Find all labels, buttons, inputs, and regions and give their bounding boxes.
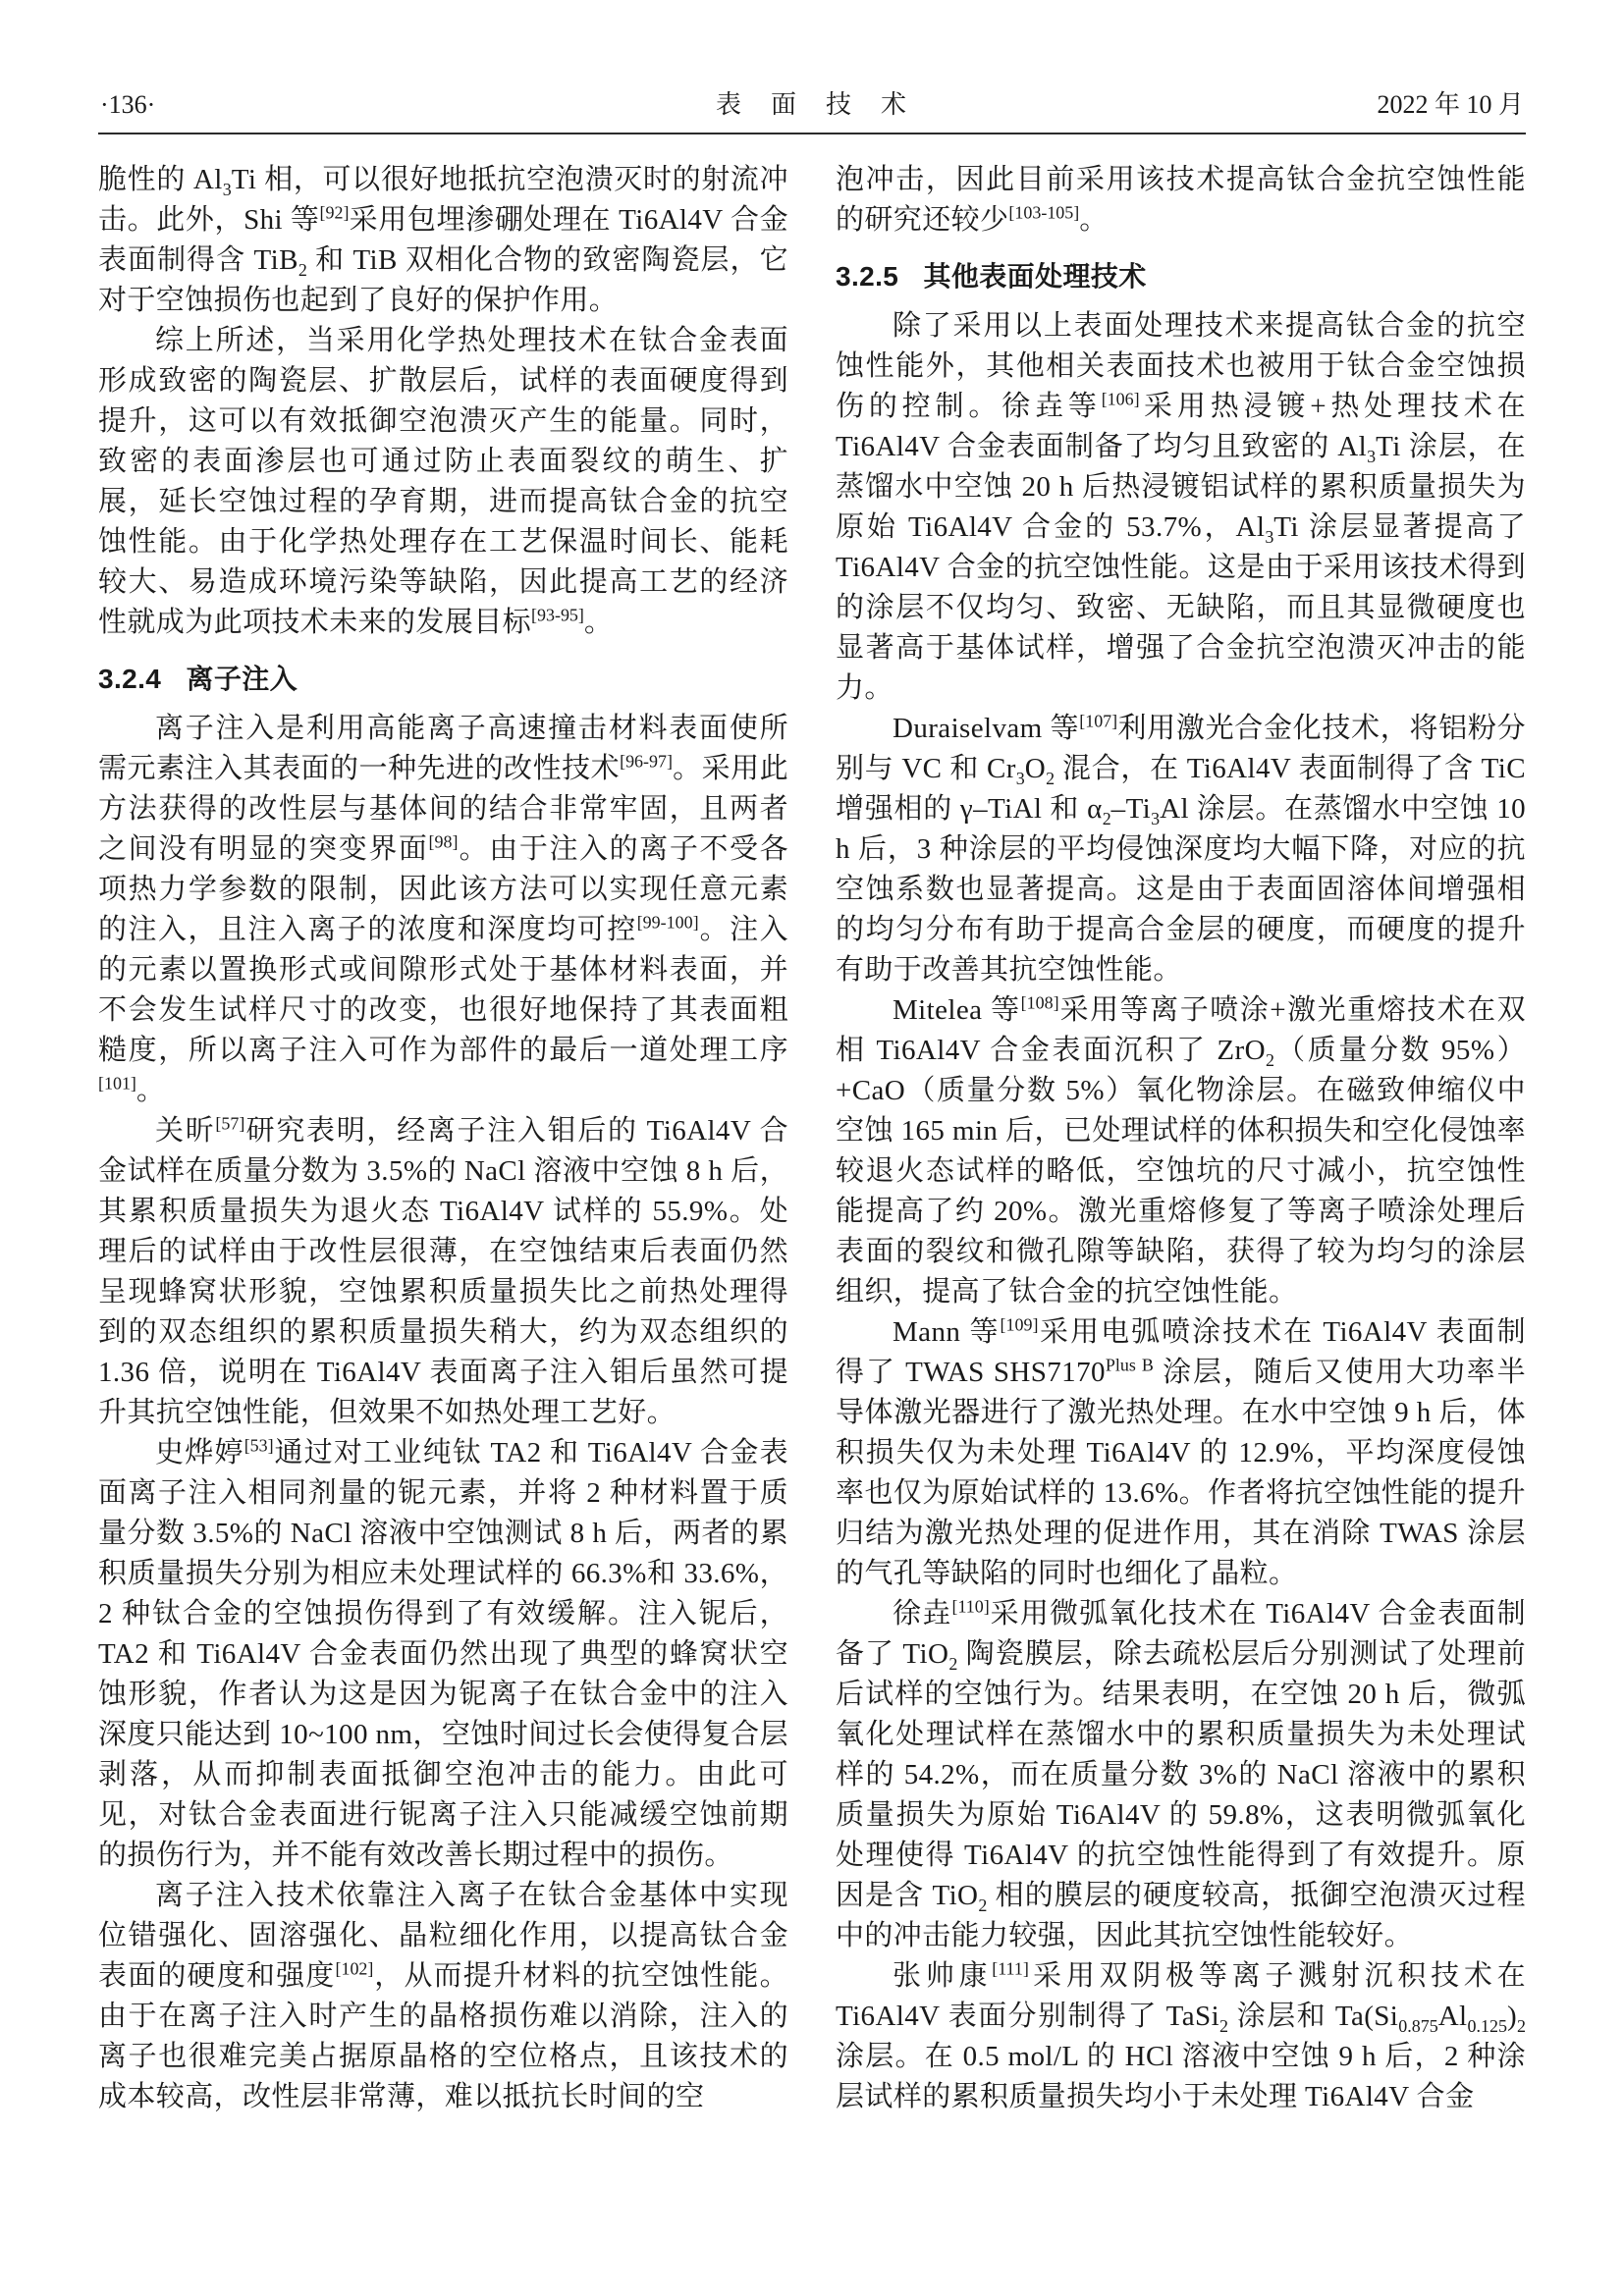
right-column xyxy=(836,160,1526,2117)
paragraph: 除了采用以上表面处理技术来提高钛合金的抗空蚀性能外，其他相关表面技术也被用于钛合金空蚀损伤的控制。徐垚等[106]采用热浸镀+热处理技术在 Ti6Al4V 合金表面制备了均匀且致密的 $Al_3Ti$ 涂层，在蒸馏水中空蚀 20 h 后热浸镀铝试样的累积质量损失为原始 Ti6Al4V 合金的 53.7%，$Al_3Ti$ 涂层显著提高了 Ti6Al4V 合金的抗空蚀性能。这是由于采用该技术得到的涂层不仅均匀、致密、无缺陷，而且其显微硬度也显著高于基体试样，增强了合金抗空泡溃灭冲击的能力。 xyxy=(836,310,1527,704)
section-title: 其他表面处理技术 xyxy=(923,261,1147,292)
section-title: 离子注入 xyxy=(186,664,298,694)
paragraph: 离子注入技术依靠注入离子在钛合金基体中实现位错强化、固溶强化、晶粒细化作用，以提高钛合金表面的硬度和强度[102]，从而提升材料的抗空蚀性能。由于在离子注入时产生的晶格损伤难以消除，注入的离子也很难完美占据原晶格的空位格点，且该技术的成本较高，改性层非常薄，难以抵抗长时间的空 xyxy=(98,1880,788,2112)
paragraph: Duraiselvam 等[107]利用激光合金化技术，将铝粉分别与 VC 和 $Cr_3O_2$ 混合，在 Ti6Al4V 表面制得了含 TiC 增强相的 γ–TiAl 和 $\alpha_2-Ti_3Al$ 涂层。在蒸馏水中空蚀 10 h 后，3 种涂层的平均侵蚀深度均大幅下降，对应的抗空蚀系数也显著提高。这是由于表面固溶体间增强相的均匀分布有助于提高合金层的硬度，而硬度的提升有助于改善其抗空蚀性能。 xyxy=(836,711,1527,986)
issue-date: 2022 年 10 月 xyxy=(1377,90,1525,119)
section-heading xyxy=(836,256,1526,296)
page-number: ·136· xyxy=(100,90,156,119)
left-column xyxy=(98,160,788,2117)
paragraph: 综上所述，当采用化学热处理技术在钛合金表面形成致密的陶瓷层、扩散层后，试样的表面硬度得到提升，这可以有效抵御空泡溃灭产生的能量。同时，致密的表面渗层也可通过防止表面裂纹的萌生、扩展，延长空蚀过程的孕育期，进而提高钛合金的抗空蚀性能。由于化学热处理存在工艺保温时间长、能耗较大、易造成环境污染等缺陷，因此提高工艺的经济性就成为此项技术未来的发展目标[93-95]。 xyxy=(98,325,788,638)
section-heading xyxy=(98,659,788,699)
section-number: 3.2.4 xyxy=(98,664,162,694)
paragraph: Mitelea 等[108]采用等离子喷涂+激光重熔技术在双相 Ti6Al4V 合金表面沉积了 ZrO$_2$（质量分数 95%）+CaO（质量分数 5%）氧化物涂层。在磁致伸缩仪中空蚀 165 min 后，已处理试样的体积损失和空化侵蚀率较退火态试样的略低，空蚀坑的尺寸减小，抗空蚀性能提高了约 20%。激光重熔修复了等离子喷涂处理后表面的裂纹和微孔隙等缺陷，获得了较为均匀的涂层组织，提高了钛合金的抗空蚀性能。 xyxy=(836,992,1526,1308)
paragraph: 泡冲击，因此目前采用该技术提高钛合金抗空蚀性能的研究还较少[103-105]。 xyxy=(836,164,1526,236)
article-content xyxy=(98,160,1526,2117)
header-divider xyxy=(98,133,1526,134)
paragraph: 张帅康[111]采用双阴极等离子溅射沉积技术在 Ti6Al4V 表面分别制得了 TaSi$_2$ 涂层和 $Ta(Si_{0.875}Al_{0.125})_2$ 涂层。在 0.5 mol/L 的 HCl 溶液中空蚀 9 h 后，2 种涂层试样的累积质量损失均小于未处理 Ti6Al4V 合金 xyxy=(836,1958,1526,2112)
paragraph: Mann 等[109]采用电弧喷涂技术在 Ti6Al4V 表面制得了 TWAS $SHS7170^{Plus B}$ 涂层，随后又使用大功率半导体激光器进行了激光热处理。在水中空蚀 9 h 后，体积损失仅为未处理 Ti6Al4V 的 12.9%，平均深度侵蚀率也仅为原始试样的 13.6%。作者将抗空蚀性能的提升归结为激光热处理的促进作用，其在消除 TWAS 涂层的气孔等缺陷的同时也细化了晶粒。 xyxy=(836,1314,1527,1589)
journal-title: 表 面 技 术 xyxy=(716,90,909,119)
paragraph: 离子注入是利用高能离子高速撞击材料表面使所需元素注入其表面的一种先进的改性技术[96-97]。采用此方法获得的改性层与基体间的结合非常牢固，且两者之间没有明显的突变界面[98]。由于注入的离子不受各项热力学参数的限制，因此该方法可以实现任意元素的注入，且注入离子的浓度和深度均可控[99-100]。注入的元素以置换形式或间隙形式处于基体材料表面，并不会发生试样尺寸的改变，也很好地保持了其表面粗糙度，所以离子注入可作为部件的最后一道处理工序[101]。 xyxy=(98,713,789,1106)
paragraph: 脆性的 $Al_3Ti$ 相，可以很好地抵抗空泡溃灭时的射流冲击。此外，Shi 等[92]采用包埋渗硼处理在 Ti6Al4V 合金表面制得含 TiB$_2$ 和 TiB 双相化合物的致密陶瓷层，它对于空蚀损伤也起到了良好的保护作用。 xyxy=(98,164,789,316)
paragraph: 徐垚[110]采用微弧氧化技术在 Ti6Al4V 合金表面制备了 TiO$_2$ 陶瓷膜层，除去疏松层后分别测试了处理前后试样的空蚀行为。结果表明，在空蚀 20 h 后，微弧氧化处理试样在蒸馏水中的累积质量损失为未处理试样的 54.2%，而在质量分数 3%的 NaCl 溶液中的累积质量损失为原始 Ti6Al4V 的 59.8%，这表明微弧氧化处理使得 Ti6Al4V 的抗空蚀性能得到了有效提升。原因是含 TiO$_2$ 相的膜层的硬度较高，抵御空泡溃灭过程中的冲击能力较强，因此其抗空蚀性能较好。 xyxy=(836,1596,1526,1951)
paragraph: 关昕[57]研究表明，经离子注入钼后的 Ti6Al4V 合金试样在质量分数为 3.5%的 NaCl 溶液中空蚀 8 h 后，其累积质量损失为退火态 Ti6Al4V 试样的 55.9%。处理后的试样由于改性层很薄，在空蚀结束后表面仍然呈现蜂窝状形貌，空蚀累积质量损失比之前热处理得到的双态组织的累积质量损失稍大，约为双态组织的 1.36 倍，说明在 Ti6Al4V 表面离子注入钼后虽然可提升其抗空蚀性能，但效果不如热处理工艺好。 xyxy=(98,1113,788,1428)
paragraph: 史烨婷[53]通过对工业纯钛 TA2 和 Ti6Al4V 合金表面离子注入相同剂量的铌元素，并将 2 种材料置于质量分数 3.5%的 NaCl 溶液中空蚀测试 8 h 后，两者的累积质量损失分别为相应未处理试样的 66.3%和 33.6%，2 种钛合金的空蚀损伤得到了有效缓解。注入铌后，TA2 和 Ti6Al4V 合金表面仍然出现了典型的蜂窝状空蚀形貌，作者认为这是因为铌离子在钛合金中的注入深度只能达到 10~100 nm，空蚀时间过长会使得复合层剥落，从而抑制表面抵御空泡冲击的能力。由此可见，对钛合金表面进行铌离子注入只能减缓空蚀前期的损伤行为，并不能有效改善长期过程中的损伤。 xyxy=(98,1435,789,1871)
section-number: 3.2.5 xyxy=(836,261,899,292)
page-header xyxy=(98,84,1526,133)
